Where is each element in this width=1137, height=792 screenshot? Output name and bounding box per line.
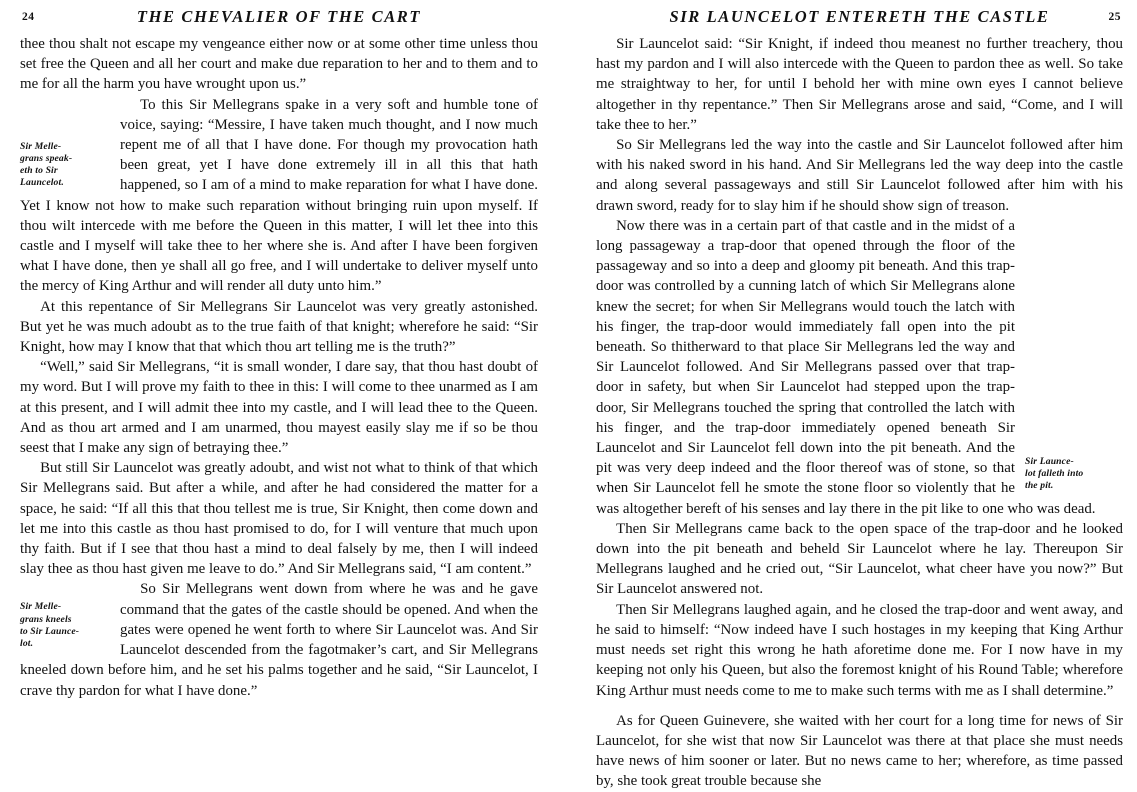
paragraph: “Well,” said Sir Mellegrans, “it is small wonder, I dare say, that thou hast doubt of my word. But I will prove my faith to thee in this: I will come to thee unarmed as I am at this present, and I will admit thee into my castle, and I will lead thee to the Queen. And as thou art armed and I am unarmed, thou mayest easily slay me if so be thou seest that I make any sign of betraying thee.” bbox=[20, 359, 538, 457]
paragraph: Then Sir Mellegrans came back to the open space of the trap-door and he looked down into the pit beneath and beheld Sir Launcelot where he lay. Thereupon Sir Mellegrans laughed and he cried out, “Sir Launcelot, what cheer have you now?” But Sir Launcelot answered not. bbox=[596, 520, 1123, 598]
paragraph: To this Sir Mellegrans spake in a very soft and humble tone of voice, saying: “Messire, I have taken much thought, and I now much repent me of all that I have done. For though my provocation hath been great, yet I have done extremely ill in all this that hath happened, so I am of a mind to make reparation for what I have done. Yet I know not how to make such reparation without bringing ruin upon myself. If thou wilt intercede with me before the Queen in this matter, I will let thee into this castle and I myself will take thee to her where she is. And after I have been forgiven what I have done, then ye shall all go free, and I will undertake to deliver myself unto the mercy of King Arthur and will render all duty unto him.” bbox=[20, 96, 538, 295]
paragraph: At this repentance of Sir Mellegrans Sir Launcelot was very greatly astonished. But yet he was much adoubt as to the true faith of that knight; wherefore he said: “Sir Knight, how may I know that that which thou art telling me is the truth?” bbox=[20, 298, 538, 356]
folio-left: 24 bbox=[22, 11, 35, 23]
sidenote-line: the pit. bbox=[1025, 480, 1054, 492]
sidenote-mellegrans-speaketh bbox=[20, 141, 108, 189]
page-right bbox=[560, 0, 1137, 790]
sidenote-line: eth to Sir bbox=[20, 164, 58, 176]
running-head-title-right: SIR LAUNCELOT ENTERETH THE CASTLE bbox=[669, 7, 1050, 26]
sidenote-line: Sir Melle- bbox=[20, 601, 62, 613]
folio-right: 25 bbox=[1108, 11, 1121, 23]
running-head-left bbox=[20, 0, 538, 34]
paragraph: As for Queen Guinevere, she waited with her court for a long time for news of Sir Launcelot, for she wist that now Sir Launcelot was there at that place she must needs have news of him sooner or later. But no news came to her; wherefore, as time passed by, she took great trouble because she bbox=[596, 712, 1123, 790]
sidenote-line: grans kneels bbox=[20, 613, 72, 625]
sidenote-line: lot. bbox=[20, 637, 34, 649]
sidenote-line: Launcelot. bbox=[20, 176, 64, 188]
paragraph: But still Sir Launcelot was greatly adoubt, and wist not what to think of that which Sir Mellegrans said. But after a while, and after he had considered the matter for a space, he said: “If all this that thou tellest me is true, Sir Knight, then come down and let me into this castle as thou hast promised to do, for I will venture that much upon thy faith. But if I see that thou hast a mind to deal falsely by me, then I will indeed slay thee as thou hast given me leave to do.” And Sir Mellegrans said, “I am content.” bbox=[20, 460, 538, 578]
sidenote-line: grans speak- bbox=[20, 152, 73, 164]
sidenote-mellegrans-kneels bbox=[20, 601, 108, 649]
sidenote-line: lot falleth into bbox=[1025, 467, 1084, 479]
body-text-right bbox=[596, 34, 1123, 792]
sidenote-line: to Sir Launce- bbox=[20, 625, 80, 637]
paragraph: Then Sir Mellegrans laughed again, and he closed the trap-door and went away, and he said to himself: “Now indeed have I such hostages in my keeping that King Arthur must needs set right this wrong he hath aforetime done me. For I now have in my keeping not only his Queen, but also the foremost knight of his Round Table; wherefore King Arthur must needs come to me to make such terms with me as I shall determine.” bbox=[596, 601, 1123, 699]
sidenote-launcelot-falleth bbox=[1025, 456, 1123, 492]
paragraph: So Sir Mellegrans went down from where he was and he gave command that the gates of the castle should be opened. And when the gates were opened he went forth to where Sir Launcelot was. And Sir Launcelot descended from the fagotmaker’s cart, and Sir Mellegrans kneeled down before him, and he set his palms together and he said, “Sir Launcelot, I crave thy pardon for what I have done.” bbox=[20, 581, 538, 699]
paragraph-spacer bbox=[596, 701, 1123, 711]
sidenote-line: Sir Melle- bbox=[20, 140, 62, 152]
page-left bbox=[0, 0, 560, 721]
body-text-left bbox=[20, 34, 538, 701]
paragraph: So Sir Mellegrans led the way into the castle and Sir Launcelot followed after him with his naked sword in his hand. And Sir Mellegrans led the way deep into the castle and along several passageways and still Sir Launcelot followed after him with his drawn sword, ready for to slay him if he should show sign of treason. bbox=[596, 137, 1123, 214]
paragraph: Sir Launcelot said: “Sir Knight, if indeed thou meanest no further treachery, thou hast my pardon and I will also intercede with the Queen to pardon thee as well. So take me straightway to her, for until I behold her with mine own eyes I cannot believe altogether in thy repentance.” Then Sir Mellegrans arose and said, “Come, and I will take thee to her.” bbox=[596, 36, 1123, 133]
paragraph: thee thou shalt not escape my vengeance either now or at some other time unless thou set free the Queen and all her court and make due reparation to her and to them and to me for all the harm you have wrought upon us.” bbox=[20, 36, 538, 93]
running-head-right bbox=[596, 0, 1123, 34]
paragraph: Now there was in a certain part of that castle and in the midst of a long passageway a trap-door that opened through the floor of the passageway and so into a deep and gloomy pit beneath. And this trap-door was controlled by a cunning latch of which Sir Mellegrans alone knew the secret; for when Sir Mellegrans would touch the latch with his finger, the trap-door would immediately fall open into the pit beneath. So thitherward to that place Sir Mellegrans led the way and Sir Launcelot followed. And Sir Mellegrans passed over that trap-door in safety, but when Sir Launcelot had stepped upon the trap-door, Sir Mellegrans touched the spring that controlled the latch with his finger, and the trap-door immediately opened beneath Sir Launcelot and Sir Launcelot fell down into the pit beneath. And the pit was very deep indeed and the floor thereof was of stone, so that when Sir Launcelot fell he smote the stone floor so violently that he was altogether bereft of his senses and lay there in the pit like to one who was dead. bbox=[596, 217, 1096, 517]
running-head-title-left: THE CHEVALIER OF THE CART bbox=[136, 7, 422, 26]
sidenote-line: Sir Launce- bbox=[1025, 455, 1074, 467]
